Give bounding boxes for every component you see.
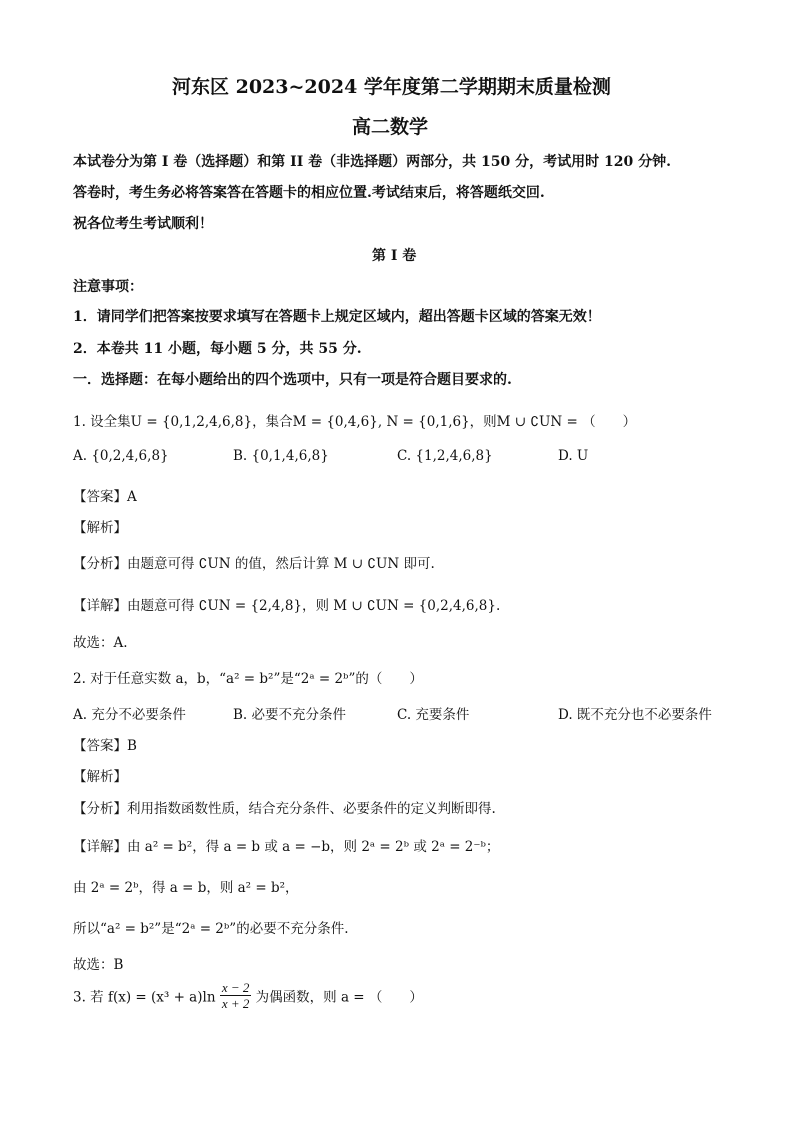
part-1-heading: 一．选择题：在每小题给出的四个选项中，只有一项是符合题目要求的. bbox=[73, 372, 512, 388]
q2-stem: 2. 对于任意实数 a，b，“a² = b²”是“2ᵃ = 2ᵇ”的（ ） bbox=[73, 671, 423, 687]
intro-line-2: 答卷时，考生务必将答案答在答题卡的相应位置.考试结束后，将答题纸交回. bbox=[73, 185, 545, 201]
exam-subtitle: 高二数学 bbox=[352, 116, 429, 138]
q1-analysis-tag: 【解析】 bbox=[73, 520, 127, 536]
q2-option-d: D. 既不充分也不必要条件 bbox=[558, 707, 712, 723]
q1-fenxi bbox=[73, 552, 435, 572]
fraction-denominator: x + 2 bbox=[221, 996, 250, 1011]
fenxi-text: 利用指数函数性质，结合充分条件、必要条件的定义判断即得. bbox=[127, 801, 496, 817]
intro-line-3: 祝各位考生考试顺利！ bbox=[73, 216, 213, 232]
q2-option-c: C. 充要条件 bbox=[397, 707, 470, 723]
note-1: 1．请同学们把答案按要求填写在答题卡上规定区域内，超出答题卡区域的答案无效！ bbox=[73, 309, 601, 325]
q1-answer bbox=[73, 485, 137, 505]
section-heading: 第 I 卷 bbox=[372, 248, 417, 264]
xiangjie-text: 由题意可得 ∁UN = {2,4,8}，则 M ∪ ∁UN = {0,2,4,6,8}. bbox=[127, 598, 501, 614]
q1-stem: 1. 设全集U = {0,1,2,4,6,8}，集合M = {0,4,6}, N = {0,1,6}，则M ∪ ∁UN = （ ） bbox=[73, 414, 637, 430]
q3-fraction bbox=[220, 980, 252, 1011]
q2-answer bbox=[73, 734, 137, 754]
answer-tag: 【答案】 bbox=[73, 489, 127, 505]
q3-stem-post: 为偶函数，则 a = （ ） bbox=[255, 989, 423, 1006]
xiangjie-tag: 【详解】 bbox=[73, 839, 127, 855]
exam-title: 河东区 2023~2024 学年度第二学期期末质量检测 bbox=[172, 76, 611, 98]
q1-option-a: A. {0,2,4,6,8} bbox=[73, 448, 169, 464]
q3-stem-pre: 3. 若 f(x) = (x³ + a)ln bbox=[73, 989, 216, 1006]
q3-stem bbox=[73, 980, 423, 1011]
note-2: 2．本卷共 11 小题，每小题 5 分，共 55 分. bbox=[73, 341, 362, 357]
xiangjie-tag: 【详解】 bbox=[73, 598, 127, 614]
fenxi-tag: 【分析】 bbox=[73, 801, 127, 817]
q2-line-2: 由 2ᵃ = 2ᵇ，得 a = b，则 a² = b²， bbox=[73, 880, 299, 896]
q2-option-b: B. 必要不充分条件 bbox=[233, 707, 347, 723]
q2-option-a: A. 充分不必要条件 bbox=[73, 707, 186, 723]
q1-choice: 故选：A. bbox=[73, 635, 128, 651]
q2-fenxi bbox=[73, 797, 496, 817]
intro-line-1: 本试卷分为第 I 卷（选择题）和第 II 卷（非选择题）两部分，共 150 分，考试用时 120 分钟. bbox=[73, 154, 671, 170]
q2-xiangjie bbox=[73, 835, 499, 855]
xiangjie-text: 由 a² = b²，得 a = b 或 a = −b，则 2ᵃ = 2ᵇ 或 2ᵃ = 2⁻ᵇ； bbox=[127, 839, 500, 855]
answer-tag: 【答案】 bbox=[73, 738, 127, 754]
q2-analysis-tag: 【解析】 bbox=[73, 769, 127, 785]
answer-value: B bbox=[127, 738, 137, 754]
q1-option-b: B. {0,1,4,6,8} bbox=[233, 448, 329, 464]
q2-line-3: 所以“a² = b²”是“2ᵃ = 2ᵇ”的必要不充分条件. bbox=[73, 921, 349, 937]
notes-title: 注意事项： bbox=[73, 279, 143, 295]
q1-option-d: D. U bbox=[558, 448, 589, 464]
q1-xiangjie bbox=[73, 594, 500, 614]
fenxi-text: 由题意可得 ∁UN 的值，然后计算 M ∪ ∁UN 即可. bbox=[127, 556, 435, 572]
answer-value: A bbox=[127, 489, 137, 505]
q1-option-c: C. {1,2,4,6,8} bbox=[397, 448, 493, 464]
q2-choice: 故选：B bbox=[73, 957, 124, 973]
fraction-numerator: x − 2 bbox=[221, 980, 250, 995]
fenxi-tag: 【分析】 bbox=[73, 556, 127, 572]
